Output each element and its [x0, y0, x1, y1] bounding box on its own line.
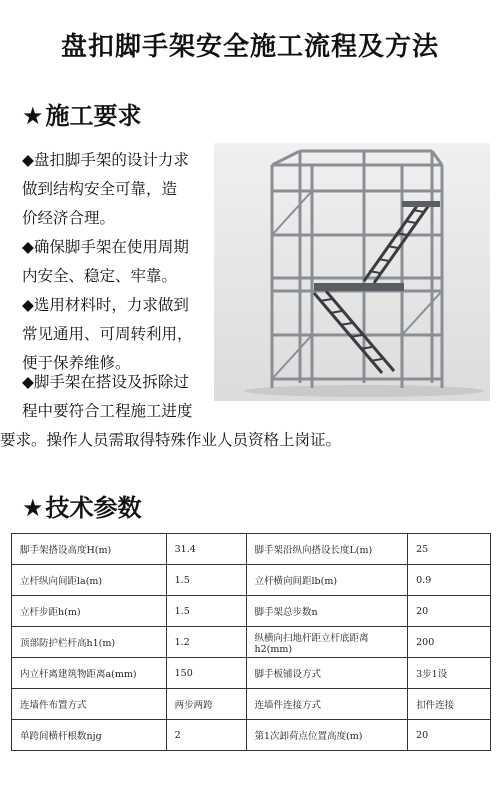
parameters-table [11, 533, 491, 751]
list-item: ◆脚手架在搭设及拆除过 [22, 373, 189, 391]
list-item-line: 常见通用、可周转利用， [22, 325, 193, 343]
list-item-line: 便于保养维修。 [22, 354, 131, 372]
param-name-cell: 脚手架沿纵向搭设长度L(m) [246, 534, 408, 565]
list-item-line: 价经济合理。 [22, 209, 116, 227]
param-name-cell: 立杆步距h(m) [12, 596, 167, 627]
table-row [12, 596, 491, 627]
param-value-cell: 0.9 [408, 565, 491, 596]
param-name-cell: 第1次卸荷点位置高度(m) [246, 720, 408, 751]
param-name-cell: 立杆横向间距lb(m) [246, 565, 408, 596]
param-value-cell: 1.5 [166, 565, 246, 596]
param-value-cell: 25 [408, 534, 491, 565]
param-name-cell: 脚手架总步数n [246, 596, 408, 627]
param-value-cell: 1.2 [166, 627, 246, 658]
star-icon: ★ [22, 102, 44, 130]
table-row [12, 720, 491, 751]
section-title: 技术参数 [45, 494, 142, 522]
param-name-cell: 连墙件连接方式 [246, 689, 408, 720]
section-heading-requirements [22, 96, 142, 131]
scaffold-illustration [214, 143, 490, 401]
param-name-cell: 脚手板铺设方式 [246, 658, 408, 689]
list-item-line: 做到结构安全可靠，造 [22, 180, 178, 198]
section-heading-parameters [22, 488, 142, 523]
section-title: 施工要求 [45, 102, 142, 130]
table-row [12, 689, 491, 720]
param-value-cell: 20 [408, 720, 491, 751]
param-name-cell: 连墙件布置方式 [12, 689, 167, 720]
list-item-line: 要求。操作人员需取得特殊作业人员资格上岗证。 [0, 431, 342, 449]
param-value-cell: 1.5 [166, 596, 246, 627]
list-item: ◆盘扣脚手架的设计力求 [22, 151, 189, 169]
param-value-cell: 150 [166, 658, 246, 689]
param-name-cell: 内立杆离建筑物距离a(mm) [12, 658, 167, 689]
param-value-cell: 3步1设 [408, 658, 491, 689]
param-value-cell: 31.4 [166, 534, 246, 565]
param-value-cell: 扣件连接 [408, 689, 491, 720]
table-row [12, 658, 491, 689]
list-item-line: 程中要符合工程施工进度 [22, 402, 193, 420]
diamond-icon: ◆ [22, 373, 34, 391]
param-name-cell: 立杆纵向间距la(m) [12, 565, 167, 596]
page-title: 盘扣脚手架安全施工流程及方法 [60, 32, 439, 62]
diamond-icon: ◆ [22, 151, 34, 169]
table-row [12, 565, 491, 596]
list-item: ◆确保脚手架在使用周期 [22, 238, 189, 256]
table-row [12, 627, 491, 658]
param-value-cell: 2 [166, 720, 246, 751]
param-name-cell: 单跨间横杆根数njg [12, 720, 167, 751]
param-value-cell: 200 [408, 627, 491, 658]
diamond-icon: ◆ [22, 238, 34, 256]
list-item: ◆选用材料时，力求做到 [22, 296, 189, 314]
param-name-cell: 脚手架搭设高度H(m) [12, 534, 167, 565]
list-item-line: 内安全、稳定、牢靠。 [22, 267, 178, 285]
requirements-list [22, 146, 207, 378]
param-value-cell: 20 [408, 596, 491, 627]
param-value-cell: 两步两跨 [166, 689, 246, 720]
diamond-icon: ◆ [22, 296, 34, 314]
star-icon: ★ [22, 494, 44, 522]
table-row [12, 534, 491, 565]
param-name-cell: 顶部防护栏杆高h1(m) [12, 627, 167, 658]
scaffold-photo [214, 143, 490, 401]
param-name-cell: 纵横向扫地杆距立杆底距离h2(mm) [246, 627, 408, 658]
